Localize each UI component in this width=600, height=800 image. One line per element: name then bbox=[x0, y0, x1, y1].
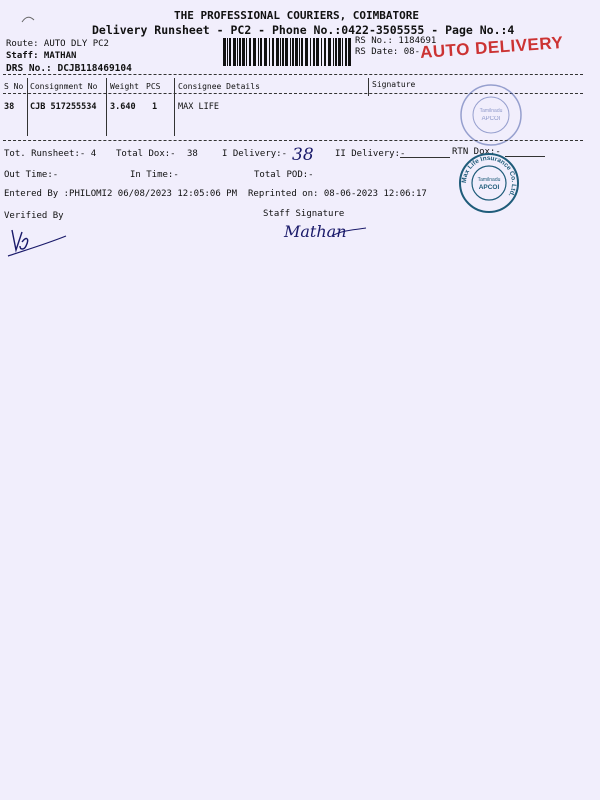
barcode-bar bbox=[260, 38, 262, 66]
auto-delivery-stamp: AUTO DELIVERY bbox=[419, 33, 564, 62]
rtn-dox-label: RTN Dox:- bbox=[452, 147, 501, 157]
barcode-bar bbox=[227, 38, 228, 66]
barcode-bar bbox=[246, 38, 247, 66]
company-seal-icon bbox=[458, 82, 524, 148]
i-delivery-label: I Delivery:- bbox=[222, 149, 288, 159]
barcode-bar bbox=[335, 38, 337, 66]
barcode-bar bbox=[342, 38, 343, 66]
col-consignment: Consignment No bbox=[30, 82, 98, 91]
barcode-bar bbox=[269, 38, 270, 66]
barcode-bar bbox=[223, 38, 226, 66]
scribble-mark bbox=[20, 14, 40, 26]
barcode bbox=[223, 38, 351, 66]
row-consignment: CJB 517255534 bbox=[30, 102, 97, 112]
barcode-bar bbox=[280, 38, 281, 66]
barcode-bar bbox=[249, 38, 251, 66]
total-dox-value: 38 bbox=[187, 149, 198, 159]
signature-flourish-icon bbox=[330, 226, 370, 240]
staff-label: Staff: MATHAN bbox=[6, 51, 77, 61]
col-signature: Signature bbox=[372, 80, 416, 89]
staff-signature-handwritten: Mathan bbox=[284, 222, 347, 241]
row-pcs: 1 bbox=[152, 102, 158, 112]
barcode-bar bbox=[239, 38, 241, 66]
barcode-bar bbox=[310, 38, 311, 66]
barcode-bar bbox=[272, 38, 274, 66]
company-title: THE PROFESSIONAL COURIERS, COIMBATORE bbox=[174, 9, 420, 22]
i-delivery-handwritten: 38 bbox=[292, 145, 314, 165]
barcode-bar bbox=[237, 38, 238, 66]
barcode-bar bbox=[316, 38, 319, 66]
barcode-bar bbox=[313, 38, 315, 66]
barcode-bar bbox=[285, 38, 288, 66]
insurance-seal-icon bbox=[458, 152, 520, 214]
verified-by-label: Verified By bbox=[4, 211, 64, 221]
svg-text:APCOI: APCOI bbox=[481, 116, 501, 122]
col-pcs: PCS bbox=[146, 82, 161, 91]
barcode-bar bbox=[253, 38, 256, 66]
svg-text:APCOI: APCOI bbox=[478, 184, 500, 191]
col-separator bbox=[174, 78, 175, 136]
barcode-bar bbox=[328, 38, 331, 66]
barcode-bar bbox=[324, 38, 326, 66]
total-dox-label: Total Dox:- bbox=[116, 149, 176, 159]
row-consignee: MAX LIFE bbox=[178, 102, 219, 112]
rs-number: RS No.: 1184691 bbox=[355, 36, 437, 46]
barcode-bar bbox=[338, 38, 341, 66]
barcode-bar bbox=[290, 38, 291, 66]
row-weight: 3.640 bbox=[110, 102, 136, 112]
barcode-bar bbox=[292, 38, 294, 66]
row-sno: 38 bbox=[4, 102, 15, 112]
svg-text:Max Life Insurance Co. Ltd.: Max Life Insurance Co. Ltd. bbox=[460, 154, 518, 198]
barcode-bar bbox=[345, 38, 347, 66]
col-separator bbox=[106, 78, 107, 136]
ii-delivery-line bbox=[400, 157, 450, 158]
barcode-bar bbox=[348, 38, 351, 66]
svg-text:Tamilnadu: Tamilnadu bbox=[479, 108, 503, 114]
table-bottom-divider bbox=[3, 140, 583, 141]
svg-text:Tamilnadu: Tamilnadu bbox=[477, 177, 501, 183]
barcode-bar bbox=[242, 38, 245, 66]
col-separator bbox=[27, 78, 28, 136]
barcode-bar bbox=[264, 38, 267, 66]
reprinted-on: Reprinted on: 08-06-2023 12:06:17 bbox=[248, 189, 427, 199]
barcode-bar bbox=[301, 38, 303, 66]
barcode-bar bbox=[321, 38, 322, 66]
ii-delivery-label: II Delivery:- bbox=[335, 149, 406, 159]
in-time-label: In Time:- bbox=[130, 170, 179, 180]
barcode-bar bbox=[229, 38, 231, 66]
route-label: Route: AUTO DLY PC2 bbox=[6, 39, 109, 49]
barcode-bar bbox=[233, 38, 236, 66]
rs-date: RS Date: 08- bbox=[355, 47, 421, 57]
barcode-bar bbox=[333, 38, 334, 66]
runsheet-subtitle: Delivery Runsheet - PC2 - Phone No.:0422-3505555 - Page No.:4 bbox=[92, 23, 515, 37]
total-pod-label: Total POD:- bbox=[254, 170, 314, 180]
barcode-bar bbox=[299, 38, 300, 66]
barcode-bar bbox=[258, 38, 259, 66]
entered-by: Entered By :PHILOMI2 06/08/2023 12:05:06 PM bbox=[4, 189, 237, 199]
col-consignee: Consignee Details bbox=[178, 82, 260, 91]
out-time-label: Out Time:- bbox=[4, 170, 59, 180]
total-runsheet: Tot. Runsheet:- 4 bbox=[4, 149, 97, 159]
staff-signature-label: Staff Signature bbox=[263, 209, 345, 219]
verifier-signature-icon bbox=[6, 224, 70, 262]
drs-number: DRS No.: DCJB118469104 bbox=[6, 63, 132, 74]
header-divider bbox=[3, 74, 583, 75]
col-sno: S No bbox=[4, 82, 24, 91]
barcode-bar bbox=[305, 38, 308, 66]
col-weight: Weight bbox=[110, 82, 139, 91]
barcode-bar bbox=[276, 38, 279, 66]
barcode-bar bbox=[295, 38, 298, 66]
barcode-bar bbox=[282, 38, 284, 66]
